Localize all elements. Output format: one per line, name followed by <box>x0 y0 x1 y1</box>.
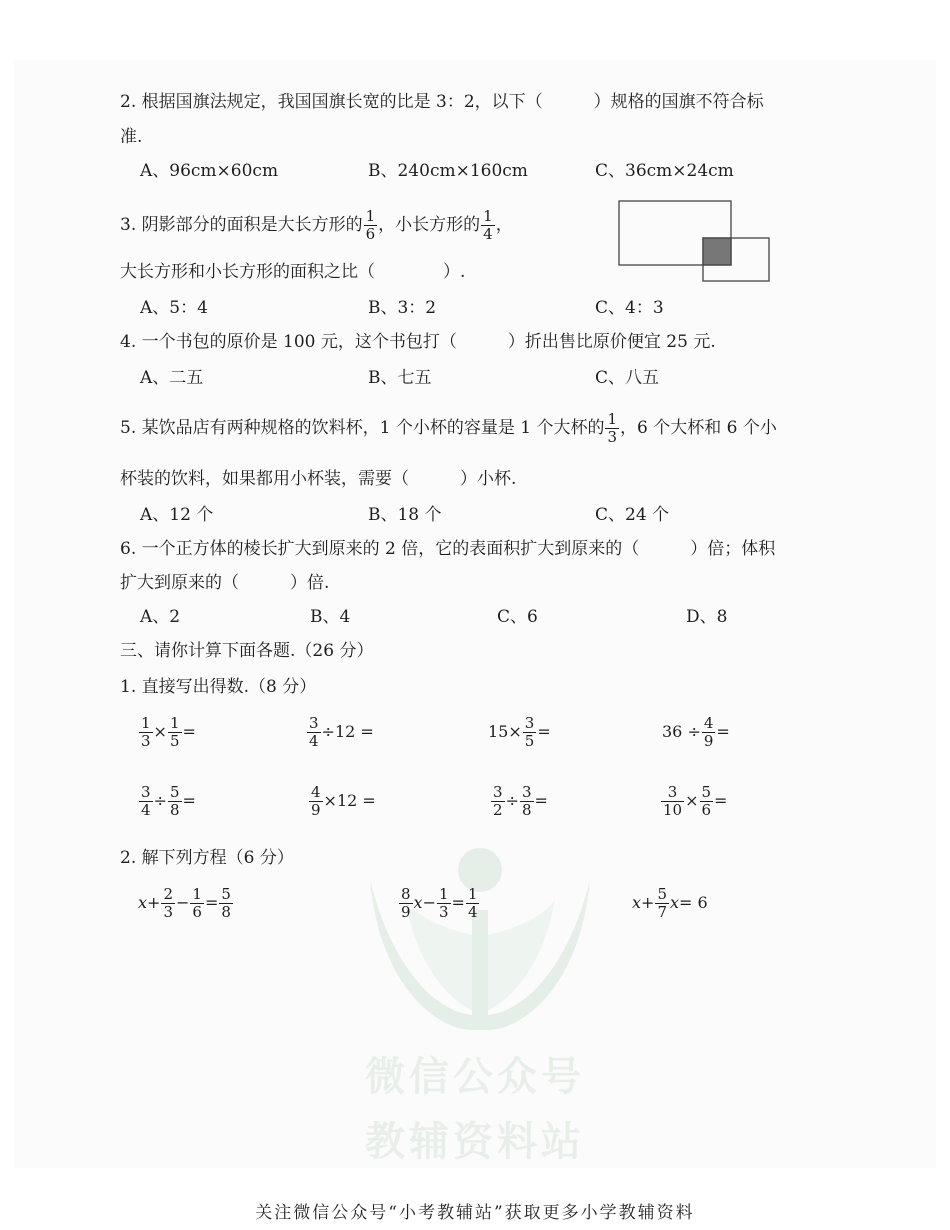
variable-x: x <box>632 893 642 912</box>
q2-option-a: A、96cm×60cm <box>140 161 279 181</box>
q5-prefix: 5. 某饮品店有两种规格的饮料杯，1 个小杯的容量是 1 个大杯的 <box>120 418 605 438</box>
fraction-denominator: 6 <box>192 903 202 921</box>
q6-option-b: B、4 <box>310 607 351 627</box>
fraction-denominator: 8 <box>221 903 231 921</box>
fraction-denominator: 6 <box>701 801 712 819</box>
fraction-numerator: 3 <box>309 714 319 732</box>
fraction <box>168 715 182 750</box>
fraction-denominator: 2 <box>493 801 503 819</box>
fraction-denominator: 4 <box>141 801 151 819</box>
calc-2-2 <box>308 784 376 819</box>
fraction-numerator: 1 <box>192 885 202 903</box>
q6-line1: 6. 一个正方体的棱长扩大到原来的 2 倍，它的表面积扩大到原来的（ ）倍；体积 <box>120 539 776 559</box>
q3-option-c: C、4：3 <box>595 298 664 318</box>
calc-1-1 <box>138 715 196 750</box>
operator: − <box>422 893 436 912</box>
fraction-numerator: 3 <box>141 783 151 801</box>
watermark-text-1: 微信公众号 <box>365 1054 585 1100</box>
q3-line1 <box>120 201 513 249</box>
fraction-denominator: 8 <box>169 801 180 819</box>
operator: + <box>641 893 655 912</box>
calc-1-4 <box>662 715 730 750</box>
fraction <box>491 784 505 819</box>
q6-option-d: D、8 <box>686 607 728 627</box>
fraction-numerator: 1 <box>169 714 180 732</box>
q5-option-b: B、18 个 <box>368 505 442 525</box>
fraction-numerator: 4 <box>703 714 714 732</box>
q5-line1 <box>120 404 777 452</box>
q5-line2: 杯装的饮料，如果都用小杯装，需要（ ）小杯. <box>120 469 517 489</box>
calc-2-3 <box>490 784 548 819</box>
fraction <box>702 715 716 750</box>
fraction-denominator: 4 <box>483 225 493 243</box>
fraction-denominator: 6 <box>365 225 376 243</box>
q3-mid: ，小长方形的 <box>378 215 481 235</box>
expression-prefix: 36 ÷ <box>662 722 701 741</box>
fraction-denominator: 8 <box>521 801 532 819</box>
calc-2-1 <box>138 784 196 819</box>
section3-sub1: 1. 直接写出得数.（8 分） <box>120 677 317 697</box>
fraction <box>700 784 714 819</box>
calc-1-2 <box>306 715 374 750</box>
fraction-numerator: 3 <box>521 783 532 801</box>
q2-line2: 准. <box>120 127 143 147</box>
equals: = <box>182 722 196 741</box>
fraction-numerator: 1 <box>607 410 618 428</box>
q6-option-a: A、2 <box>140 607 181 627</box>
fraction-denominator: 4 <box>467 903 478 921</box>
operator: × <box>153 722 167 741</box>
fraction-numerator: 1 <box>467 885 478 903</box>
fraction-numerator: 3 <box>493 783 503 801</box>
equation-1 <box>138 886 234 921</box>
fraction <box>168 784 182 819</box>
section3-sub2: 2. 解下列方程（6 分） <box>120 848 294 868</box>
equals: = <box>716 722 730 741</box>
equals: = <box>534 791 548 810</box>
q3-line2: 大长方形和小长方形的面积之比（ ）. <box>120 262 466 282</box>
q6-option-c: C、6 <box>497 607 538 627</box>
equation-2 <box>398 886 480 921</box>
q3-rectangles-diagram <box>616 198 776 284</box>
fraction <box>309 784 323 819</box>
fraction-denominator: 9 <box>703 732 714 750</box>
fraction-denominator: 4 <box>309 732 319 750</box>
expression-rest: = 6 <box>679 893 708 912</box>
fraction-numerator: 8 <box>401 885 411 903</box>
q3-fraction-2 <box>481 208 495 243</box>
fraction <box>520 784 534 819</box>
fraction-denominator: 9 <box>401 903 411 921</box>
fraction <box>399 886 413 921</box>
q5-fraction <box>605 411 619 446</box>
q6-line2: 扩大到原来的（ ）倍. <box>120 573 330 593</box>
q4-line1: 4. 一个书包的原价是 100 元，这个书包打（ ）折出售比原价便宜 25 元. <box>120 332 716 352</box>
fraction-numerator: 5 <box>657 885 667 903</box>
equals: = <box>451 893 465 912</box>
q2-option-b: B、240cm×160cm <box>368 161 528 181</box>
q2-option-c: C、36cm×24cm <box>595 161 734 181</box>
fraction <box>523 715 537 750</box>
fraction <box>661 784 684 819</box>
fraction-denominator: 10 <box>663 801 683 819</box>
fraction-numerator: 4 <box>311 783 321 801</box>
q3-suffix: ， <box>495 215 513 235</box>
section3-title: 三、请你计算下面各题.（26 分） <box>120 641 374 661</box>
operator: ÷ <box>153 791 167 810</box>
equals: = <box>182 791 196 810</box>
q3-prefix: 3. 阴影部分的面积是大长方形的 <box>120 215 363 235</box>
fraction-numerator: 3 <box>661 784 684 802</box>
operator: × <box>685 791 699 810</box>
calc-2-4 <box>660 784 727 819</box>
q3-option-b: B、3：2 <box>368 298 437 318</box>
equals: = <box>204 893 219 912</box>
fraction <box>139 715 153 750</box>
calc-1-3 <box>488 715 551 750</box>
operator: ÷ <box>505 791 519 810</box>
fraction-numerator: 5 <box>221 885 231 903</box>
q5-suffix: ，6 个大杯和 6 个小 <box>620 418 777 438</box>
fraction-numerator: 1 <box>365 207 376 225</box>
operator: − <box>175 893 190 912</box>
fraction <box>307 715 321 750</box>
q5-option-a: A、12 个 <box>140 505 214 525</box>
expression-rest: ×12 = <box>323 791 376 810</box>
expression-rest: ÷12 = <box>321 722 374 741</box>
footer-notice: 关注微信公众号“小考教辅站”获取更多小学教辅资料 <box>255 1203 695 1223</box>
fraction-numerator: 1 <box>438 885 449 903</box>
fraction-denominator: 9 <box>311 801 321 819</box>
q4-option-a: A、二五 <box>140 368 204 388</box>
fraction-numerator: 5 <box>169 783 180 801</box>
fraction-denominator: 3 <box>438 903 449 921</box>
fraction <box>219 886 233 921</box>
shaded-overlap <box>703 238 731 265</box>
fraction <box>139 784 153 819</box>
fraction <box>161 886 175 921</box>
fraction-numerator: 1 <box>141 714 151 732</box>
fraction-denominator: 5 <box>169 732 180 750</box>
fraction-denominator: 3 <box>163 903 173 921</box>
fraction-denominator: 3 <box>607 428 618 446</box>
q2-line1: 2. 根据国旗法规定，我国国旗长宽的比是 3：2，以下（ ）规格的国旗不符合标 <box>120 92 764 112</box>
fraction <box>466 886 480 921</box>
fraction-numerator: 5 <box>701 783 712 801</box>
equals: = <box>714 791 728 810</box>
equation-3 <box>632 886 708 921</box>
variable-x: x <box>413 893 423 912</box>
q3-fraction-1 <box>364 208 378 243</box>
fraction <box>437 886 451 921</box>
q4-option-b: B、七五 <box>368 368 432 388</box>
variable-x: x <box>138 893 148 912</box>
fraction <box>190 886 204 921</box>
watermark-text-2: 教辅资料站 <box>365 1119 585 1165</box>
q3-option-a: A、5：4 <box>140 298 208 318</box>
equals: = <box>537 722 551 741</box>
fraction <box>655 886 669 921</box>
fraction-numerator: 2 <box>163 885 173 903</box>
expression-prefix: 15× <box>488 722 522 741</box>
fraction-numerator: 3 <box>524 714 535 732</box>
fraction-denominator: 7 <box>657 903 667 921</box>
q4-option-c: C、八五 <box>595 368 660 388</box>
q5-option-c: C、24 个 <box>595 505 670 525</box>
variable-x: x <box>669 893 680 912</box>
fraction-denominator: 3 <box>141 732 151 750</box>
fraction-denominator: 5 <box>524 732 535 750</box>
fraction-numerator: 1 <box>483 207 493 225</box>
operator: + <box>147 893 161 912</box>
